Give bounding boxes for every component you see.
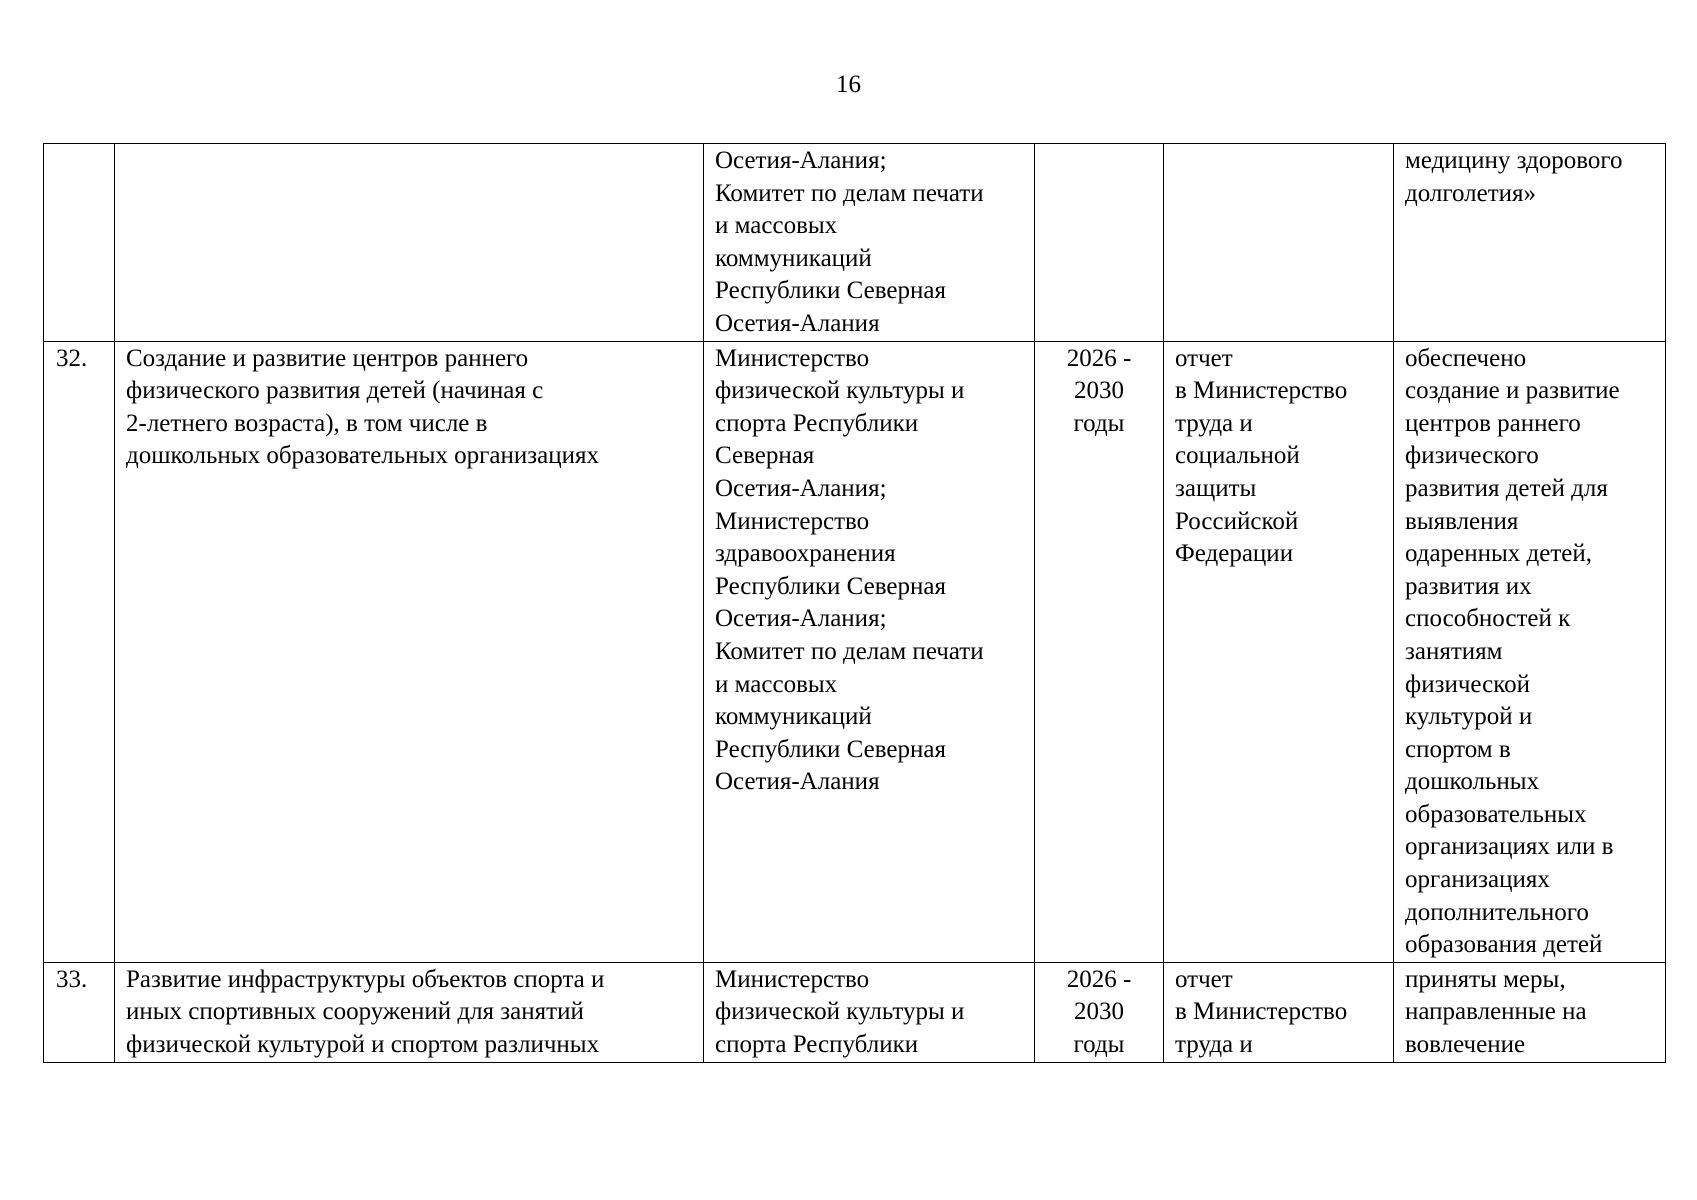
cell-executors bbox=[704, 962, 1035, 1062]
cell-result bbox=[1394, 144, 1666, 342]
cell-text-line: Осетия-Алания; bbox=[715, 605, 887, 633]
cell-text-line: 2026 - bbox=[1066, 344, 1132, 372]
cell-text-line: приняты меры, bbox=[1405, 965, 1566, 993]
cell-text-line: дошкольных bbox=[1405, 768, 1540, 796]
cell-text-line: медицину здорового bbox=[1405, 147, 1623, 174]
table-row bbox=[44, 962, 1666, 1062]
cell-text-line: образования детей bbox=[1405, 931, 1603, 959]
cell-text-line: вовлечение bbox=[1405, 1031, 1526, 1059]
cell-text-line: иных спортивных сооружений для занятий bbox=[126, 998, 584, 1026]
table-row bbox=[44, 144, 1666, 342]
cell-text-line: спорта Республики bbox=[715, 409, 919, 437]
cell-text-line: физического развития детей (начиная с bbox=[126, 377, 544, 405]
cell-text-line: направленные на bbox=[1405, 998, 1587, 1026]
cell-text-line: центров раннего bbox=[1405, 409, 1581, 437]
cell-text-line: физической культуры и bbox=[715, 998, 965, 1026]
cell-text-line: Осетия-Алания bbox=[715, 768, 880, 796]
cell-text-line: труда и bbox=[1175, 409, 1253, 437]
cell-text-line: Республики Северная bbox=[715, 572, 946, 600]
cell-control-form bbox=[1164, 144, 1394, 342]
cell-text-line: занятиям bbox=[1405, 637, 1503, 665]
cell-text-line: защиты bbox=[1175, 474, 1257, 502]
cell-activity bbox=[115, 962, 704, 1062]
cell-text-line: культурой и bbox=[1405, 703, 1533, 731]
cell-control-form bbox=[1164, 962, 1394, 1062]
cell-text-line: Развитие инфраструктуры объектов спорта и bbox=[126, 965, 605, 993]
cell-text-line: Министерство bbox=[715, 507, 870, 535]
page-number: 16 bbox=[836, 71, 861, 98]
cell-text-line: Республики Северная bbox=[715, 735, 946, 763]
cell-text-line: в Министерство bbox=[1175, 377, 1348, 405]
table-row bbox=[44, 341, 1666, 962]
cell-text-line: организациях bbox=[1405, 866, 1550, 894]
cell-text-line: выявления bbox=[1405, 507, 1519, 535]
cell-text-line: Республики Северная bbox=[715, 277, 946, 305]
cell-number: 33. bbox=[44, 962, 115, 1062]
cell-text-line: Российской bbox=[1175, 507, 1299, 535]
cell-text-line: и массовых bbox=[715, 212, 838, 240]
cell-text-line: в Министерство bbox=[1175, 998, 1348, 1026]
cell-number bbox=[44, 144, 115, 342]
cell-text-line: дошкольных образовательных организациях bbox=[126, 442, 599, 470]
cell-text-line: Комитет по делам печати bbox=[715, 179, 984, 207]
cell-text-line: создание и развитие bbox=[1405, 377, 1620, 405]
cell-text-line: спорта Республики bbox=[715, 1031, 919, 1059]
cell-term bbox=[1035, 341, 1164, 962]
cell-text-line: обеспечено bbox=[1405, 344, 1527, 372]
cell-text-line: физической культуры и bbox=[715, 377, 965, 405]
cell-activity bbox=[115, 144, 704, 342]
cell-text-line: долголетия» bbox=[1405, 179, 1537, 207]
cell-text-line: социальной bbox=[1175, 442, 1300, 470]
cell-text-line: физического bbox=[1405, 442, 1539, 470]
cell-number: 32. bbox=[44, 341, 115, 962]
cell-text-line: одаренных детей, bbox=[1405, 540, 1592, 568]
cell-text-line: годы bbox=[1073, 409, 1125, 437]
cell-text-line: 2-летнего возраста), в том числе в bbox=[126, 409, 488, 437]
cell-text-line: образовательных bbox=[1405, 800, 1587, 828]
cell-control-form bbox=[1164, 341, 1394, 962]
cell-result bbox=[1394, 341, 1666, 962]
cell-text-line: Министерство bbox=[715, 344, 870, 372]
cell-text-line: отчет bbox=[1175, 344, 1233, 372]
cell-text-line: способностей к bbox=[1405, 605, 1571, 633]
plan-table bbox=[43, 143, 1666, 1063]
cell-text-line: спортом в bbox=[1405, 735, 1511, 763]
cell-text-line: коммуникаций bbox=[715, 703, 872, 731]
cell-text-line: дополнительного bbox=[1405, 898, 1589, 926]
cell-result bbox=[1394, 962, 1666, 1062]
cell-text-line: Создание и развитие центров раннего bbox=[126, 344, 529, 372]
cell-text-line: развития их bbox=[1405, 572, 1532, 600]
cell-text-line: Северная bbox=[715, 442, 815, 470]
cell-text-line: 2026 - bbox=[1066, 965, 1132, 993]
cell-text-line: 2030 bbox=[1074, 998, 1124, 1026]
cell-term bbox=[1035, 144, 1164, 342]
cell-text-line: отчет bbox=[1175, 965, 1233, 993]
cell-executors bbox=[704, 144, 1035, 342]
cell-text-line: годы bbox=[1073, 1031, 1125, 1059]
cell-text-line: 2030 bbox=[1074, 377, 1124, 405]
cell-text-line: развития детей для bbox=[1405, 474, 1608, 502]
cell-text-line: Осетия-Алания; bbox=[715, 147, 887, 174]
cell-text-line: и массовых bbox=[715, 670, 838, 698]
cell-text-line: Осетия-Алания bbox=[715, 309, 880, 337]
cell-text-line: коммуникаций bbox=[715, 244, 872, 272]
cell-text-line: Федерации bbox=[1175, 540, 1294, 568]
cell-text-line: физической bbox=[1405, 670, 1530, 698]
cell-text-line: физической культурой и спортом различных bbox=[126, 1031, 600, 1059]
cell-text-line: организациях или в bbox=[1405, 833, 1614, 861]
cell-executors bbox=[704, 341, 1035, 962]
cell-text-line: труда и bbox=[1175, 1031, 1253, 1059]
cell-activity bbox=[115, 341, 704, 962]
cell-text-line: Осетия-Алания; bbox=[715, 474, 887, 502]
cell-term bbox=[1035, 962, 1164, 1062]
cell-text-line: Министерство bbox=[715, 965, 870, 993]
cell-text-line: Комитет по делам печати bbox=[715, 637, 984, 665]
cell-text-line: здравоохранения bbox=[715, 540, 896, 568]
